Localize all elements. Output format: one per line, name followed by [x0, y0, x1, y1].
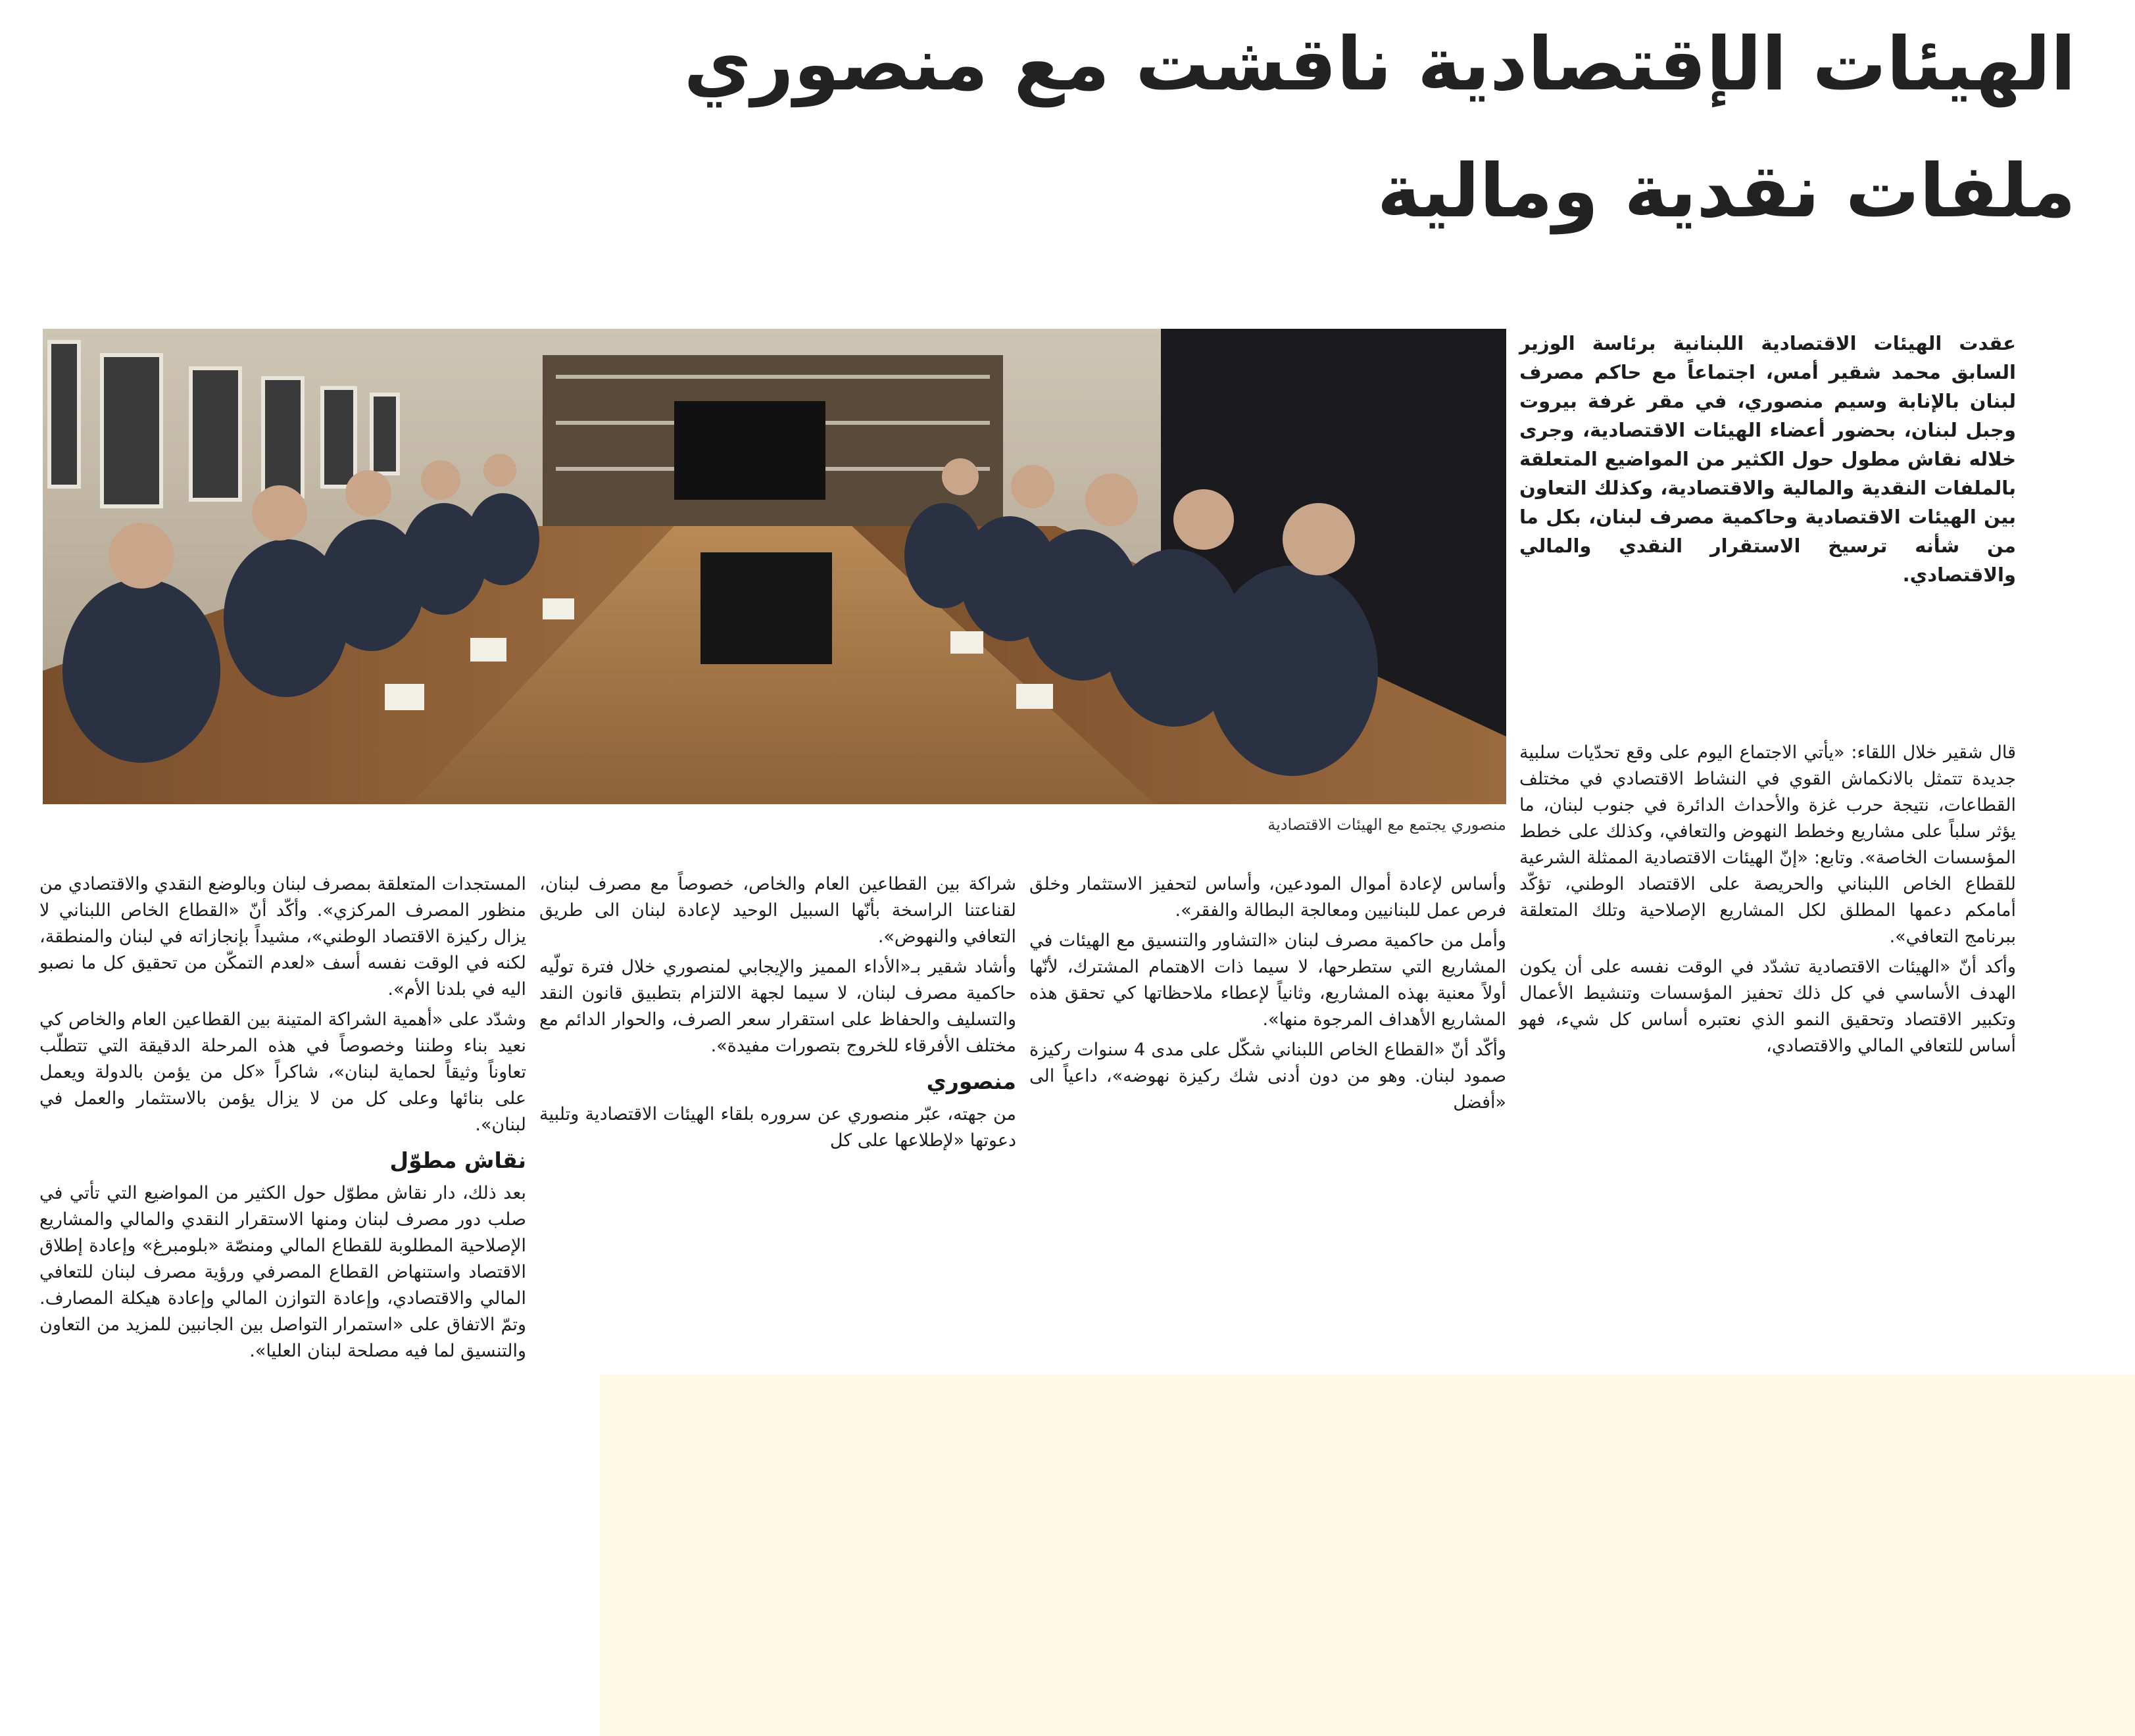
article-column-2 [1029, 871, 1506, 1120]
paragraph: المستجدات المتعلقة بمصرف لبنان وبالوضع النقدي والاقتصادي من منظور المصرف المركزي». وأكّد أنّ «القطاع الخاص اللبناني لا يزال ركيزة الاقتصاد الوطني»، مشيداً بإنجازاته في لبنان والمنطقة، لكنه في الوقت نفسه أسف «لعدم التمكّن من تحقيق كل ما نصبو اليه في بلدنا الأم». [39, 874, 526, 1000]
headline-line-2: ملفات نقدية ومالية [1377, 149, 2076, 234]
paragraph: وأساس لإعادة أموال المودعين، وأساس لتحفيز الاستثمار وخلق فرص عمل للبنانيين ومعالجة البطالة والفقر». [1029, 874, 1506, 921]
subheading: نقاش مطوّل [389, 1147, 526, 1173]
paragraph: وأكّد أنّ «القطاع الخاص اللبناني شكّل على مدى 4 سنوات ركيزة صمود لبنان. وهو من دون أدنى شك ركيزة نهوضه»، داعياً الى «أفضل [1029, 1040, 1507, 1113]
photo-caption: منصوري يجتمع مع الهيئات الاقتصادية [1267, 815, 1506, 834]
article-intro: عقدت الهيئات الاقتصادية اللبنانية برئاسة الوزير السابق محمد شقير أمس، اجتماعاً مع حاكم مصرف لبنان بالإنابة وسيم منصوري، في مقر غرفة بيروت وجبل لبنان، بحضور أعضاء الهيئات الاقتصادية، وجرى خلاله نقاش مطول حول الكثير من المواضيع المتعلقة بالملفات النقدية والمالية والاقتصادية، وكذلك التعاون بين الهيئات الاقتصادية وحاكمية مصرف لبنان، بكل ما من شأنه ترسيخ الاستقرار النقدي والمالي والاقتصادي. [1519, 332, 2016, 586]
meeting-photo [43, 329, 1506, 804]
article-column-3 [539, 871, 1016, 1158]
advertisement-placeholder [600, 1374, 2135, 1736]
paragraph: قال شقير خلال اللقاء: «يأتي الاجتماع اليوم على وقع تحدّيات سلبية جديدة تتمثل بالانكماش القوي في النشاط الاقتصادي في مختلف القطاعات، نتيجة حرب غزة والأحداث الدائرة في جنوب لبنان، ما يؤثر سلباً على مشاريع وخطط النهوض والتعافي، وكذلك على خطط المؤسسات الخاصة». وتابع: «إنّ الهيئات الاقتصادية الممثلة الشرعية للقطاع الخاص اللبناني والحريصة على الاقتصاد الوطني، تؤكّد أمامكم دعمها المطلق لكل المشاريع الإصلاحية وتلك المتعلقة ببرنامج التعافي». [1519, 742, 2016, 947]
subheading: منصوري [926, 1069, 1016, 1094]
paragraph: وشدّد على «أهمية الشراكة المتينة بين القطاعين العام والخاص كي نعيد بناء وطننا وخصوصاً في هذه المرحلة الدقيقة التي تتطلّب تعاوناً وثيقاً لحماية لبنان»، شاكراً «كل من يؤمن بالدولة ويعمل على بنائها وعلى كل من لا يزال يؤمن بالاستثمار والعمل في لبنان». [39, 1009, 526, 1135]
paragraph: بعد ذلك، دار نقاش مطوّل حول الكثير من المواضيع التي تأتي في صلب دور مصرف لبنان ومنها الاستقرار النقدي والمالي والمشاريع الإصلاحية المطلوبة للقطاع المالي ومنصّة «بلومبرغ» وإعادة إطلاق الاقتصاد واستنهاض القطاع المصرفي ورؤية مصرف لبنان للتعافي المالي والاقتصادي، وإعادة التوازن المالي وإعادة هيكلة المصارف. وتمّ الاتفاق على «استمرار التواصل بين الجانبين للمزيد من التعاون والتنسيق لما فيه مصلحة لبنان العليا». [39, 1183, 526, 1361]
article-column-4 [39, 871, 526, 1368]
paragraph: وأشاد شقير بـ«الأداء المميز والإيجابي لمنصوري خلال فترة تولّيه حاكمية مصرف لبنان، لا سيما لجهة الالتزام بتطبيق قانون النقد والتسليف والحفاظ على استقرار سعر الصرف، والحوار الدائم مع مختلف الأفرقاء للخروج بتصورات مفيدة». [539, 957, 1016, 1056]
paragraph: وأكد أنّ «الهيئات الاقتصادية تشدّد في الوقت نفسه على أن يكون الهدف الأساسي في كل ذلك تحفيز المؤسسات وتنشيط الأعمال وتكبير الاقتصاد وتحقيق النمو الذي نعتبره أساس كل شيء، فهو أساس للتعافي المالي والاقتصادي، [1519, 957, 2016, 1056]
headline-line-1: الهيئات الإقتصادية ناقشت مع منصوري [683, 22, 2076, 107]
paragraph: شراكة بين القطاعين العام والخاص، خصوصاً مع مصرف لبنان، لقناعتنا الراسخة بأنّها السبيل الوحيد لإعادة لبنان الى طريق التعافي والنهوض». [539, 874, 1016, 947]
article-column-1 [1519, 740, 2016, 1063]
paragraph: من جهته، عبّر منصوري عن سروره بلقاء الهيئات الاقتصادية وتلبية دعوتها «لإطلاعها على كل [539, 1104, 1016, 1151]
paragraph: وأمل من حاكمية مصرف لبنان «التشاور والتنسيق مع الهيئات في المشاريع التي ستطرحها، لا سيما ذات الاهتمام المشترك، لأنّها أولاً معنية بهذه المشاريع، وثانياً لإعطاء ملاحظاتها كي تحقق هذه المشاريع الأهداف المرجوة منها». [1029, 930, 1506, 1030]
